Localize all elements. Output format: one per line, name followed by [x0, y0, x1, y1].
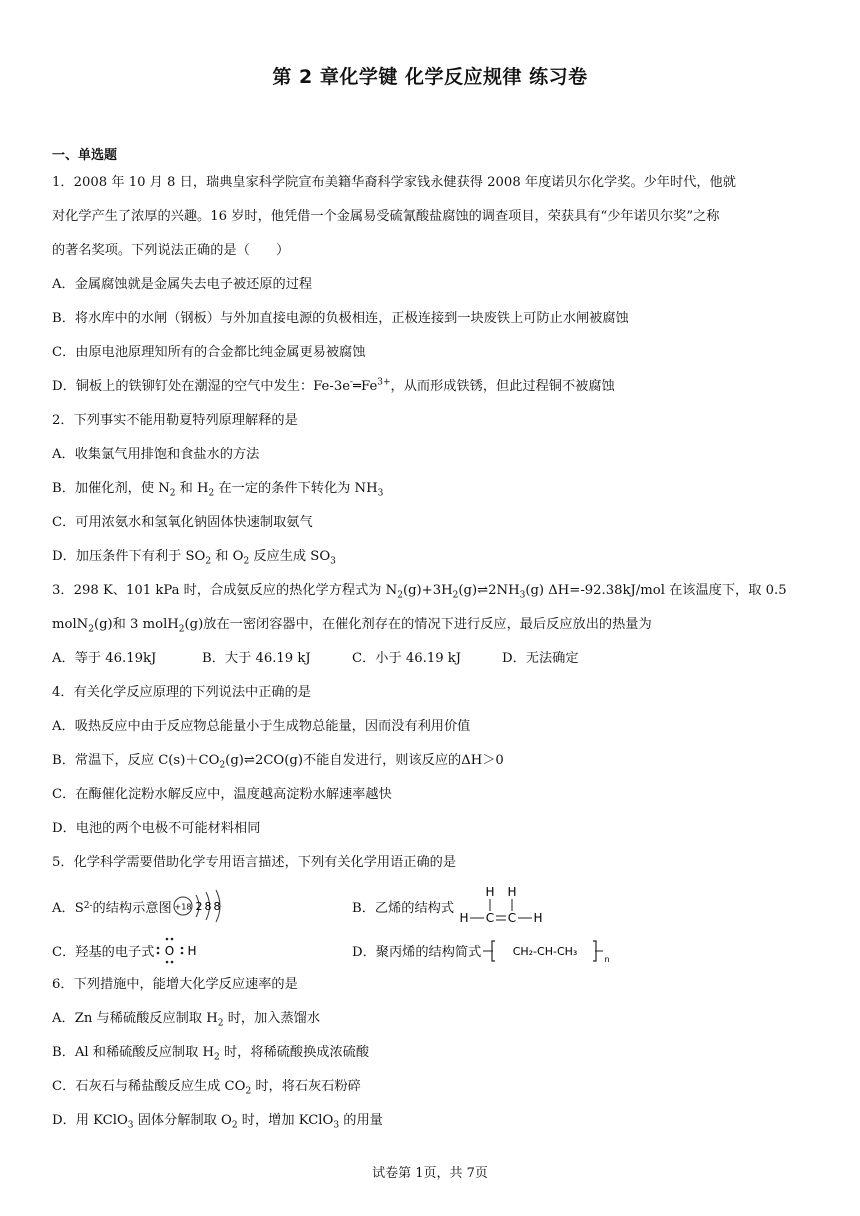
q5-option-d: D．聚丙烯的结构简式 CH₂-CH-CH₃ n	[352, 935, 652, 965]
q6-option-b: B．Al 和稀硫酸反应制取 $H_2$ 时，将稀硫酸换成浓硫酸	[52, 1045, 370, 1063]
q5-row-ab	[52, 884, 812, 928]
hydroxyl-electron-formula	[154, 935, 202, 965]
q5-option-c: C．羟基的电子式 O H	[52, 935, 352, 965]
svg-text:CH₂-CH-CH₃: CH₂-CH-CH₃	[512, 945, 578, 958]
ethylene-structure	[454, 885, 550, 927]
svg-text:H: H	[507, 885, 517, 899]
q3-option-b: B．大于 46.19 kJ	[202, 651, 311, 666]
q6-option-a: A．Zn 与稀硫酸反应制取 $H_2$ 时，加入蒸馏水	[52, 1011, 321, 1029]
q2-option-d: D．加压条件下有利于 $SO_2$ 和 $O_2$ 反应生成 $SO_3$	[52, 549, 336, 567]
q2-stem: 2．下列事实不能用勒夏特列原理解释的是	[52, 413, 298, 428]
q1-option-c: C．由原电池原理知所有的合金都比纯金属更易被腐蚀	[52, 345, 366, 360]
q1-option-b: B．将水库中的水闸（钢板）与外加直接电源的负极相连，正极连接到一块废铁上可防止水闸被腐蚀	[52, 311, 629, 326]
q4-option-a: A．吸热反应中由于反应物总能量小于生成物总能量，因而没有利用价值	[52, 719, 471, 734]
section-heading: 一、单选题	[52, 148, 118, 163]
page-title: 第 2 章化学键 化学反应规律 练习卷	[272, 66, 588, 88]
svg-text:C: C	[485, 911, 495, 925]
q3-option-d: D．无法确定	[502, 651, 579, 666]
q4-option-d: D．电池的两个电极不可能材料相同	[52, 821, 261, 836]
page-footer: 试卷第 1页，共 7页	[372, 1166, 488, 1181]
q3-options	[52, 646, 812, 680]
q1-stem-line-3: 的著名奖项。下列说法正确的是（ ）	[52, 243, 290, 258]
q4-option-c: C．在酶催化淀粉水解反应中，温度越高淀粉水解速率越快	[52, 787, 392, 802]
atomic-structure-diagram	[172, 886, 232, 926]
q1-stem-line-1: 1．2008 年 10 月 8 日，瑞典皇家科学院宣布美籍华裔科学家钱永健获得 2008 年度诺贝尔化学奖。少年时代，他就	[52, 175, 736, 190]
q6-option-d: D．用 KClO$_3$ 固体分解制取 $O_2$ 时，增加 KClO$_3$ 的用量	[52, 1113, 383, 1131]
svg-text:H: H	[533, 911, 543, 925]
q3-option-a: A．等于 46.19kJ	[52, 651, 157, 666]
q2-option-c: C．可用浓氨水和氢氧化钠固体快速制取氨气	[52, 515, 313, 530]
q2-option-b: B．加催化剂，使 $N_2$ 和 $H_2$ 在一定的条件下转化为 $NH_3$	[52, 481, 384, 499]
q3-stem-line-1: 3．298 K、101 kPa 时，合成氨反应的热化学方程式为 $N_2(g)+3H_2(g)\rightleftharpoons 2NH_3(g)$ ΔH=-92.38kJ/mol 在该温度下，取 0.5	[52, 583, 787, 601]
q3-stem-line-2: molN$_2$(g)和 3 molH$_2$(g)放在一密闭容器中，在催化剂存在的情况下进行反应，最后反应放出的热量为	[52, 617, 652, 635]
q5-row-cd	[52, 928, 812, 972]
nucleus-charge: +18	[174, 902, 192, 912]
q2-option-a: A．收集氯气用排饱和食盐水的方法	[52, 447, 260, 462]
q1-option-a: A．金属腐蚀就是金属失去电子被还原的过程	[52, 277, 313, 292]
q5-option-a: A．S 2- 的结构示意图 +18 288	[52, 886, 352, 926]
svg-text:H: H	[187, 944, 197, 958]
q6-option-c: C．石灰石与稀盐酸反应生成 $CO_2$ 时，将石灰石粉碎	[52, 1079, 361, 1097]
q1-stem-line-2: 对化学产生了浓厚的兴趣。16 岁时，他凭借一个金属易受硫氰酸盐腐蚀的调查项目，荣获具有“少年诺贝尔奖”之称	[52, 209, 720, 224]
q4-option-b: B．常温下，反应 $C(s)+CO_2(g)\rightleftharpoons 2CO(g)$不能自发进行，则该反应的ΔH＞0	[52, 753, 504, 771]
svg-text:C: C	[507, 911, 517, 925]
q5-option-b: B．乙烯的结构式 H H H C C H	[352, 885, 652, 927]
q5-stem: 5．化学科学需要借助化学专用语言描述，下列有关化学用语正确的是	[52, 855, 457, 870]
q6-stem: 6．下列措施中，能增大化学反应速率的是	[52, 977, 298, 992]
question-list	[52, 170, 812, 1142]
electron-shells: 288	[195, 900, 223, 913]
svg-text:H: H	[485, 885, 495, 899]
svg-text:n: n	[604, 955, 610, 964]
q3-option-c: C．小于 46.19 kJ	[352, 651, 462, 666]
svg-text:O: O	[165, 944, 175, 958]
polypropylene-formula	[481, 935, 611, 965]
q4-stem: 4．有关化学反应原理的下列说法中正确的是	[52, 685, 311, 700]
q1-option-d: D．铜板上的铁铆钉处在潮湿的空气中发生：$Fe-3e^-═Fe^{3+}$，从而形成铁锈，但此过程铜不被腐蚀	[52, 377, 615, 394]
svg-text:H: H	[459, 911, 469, 925]
